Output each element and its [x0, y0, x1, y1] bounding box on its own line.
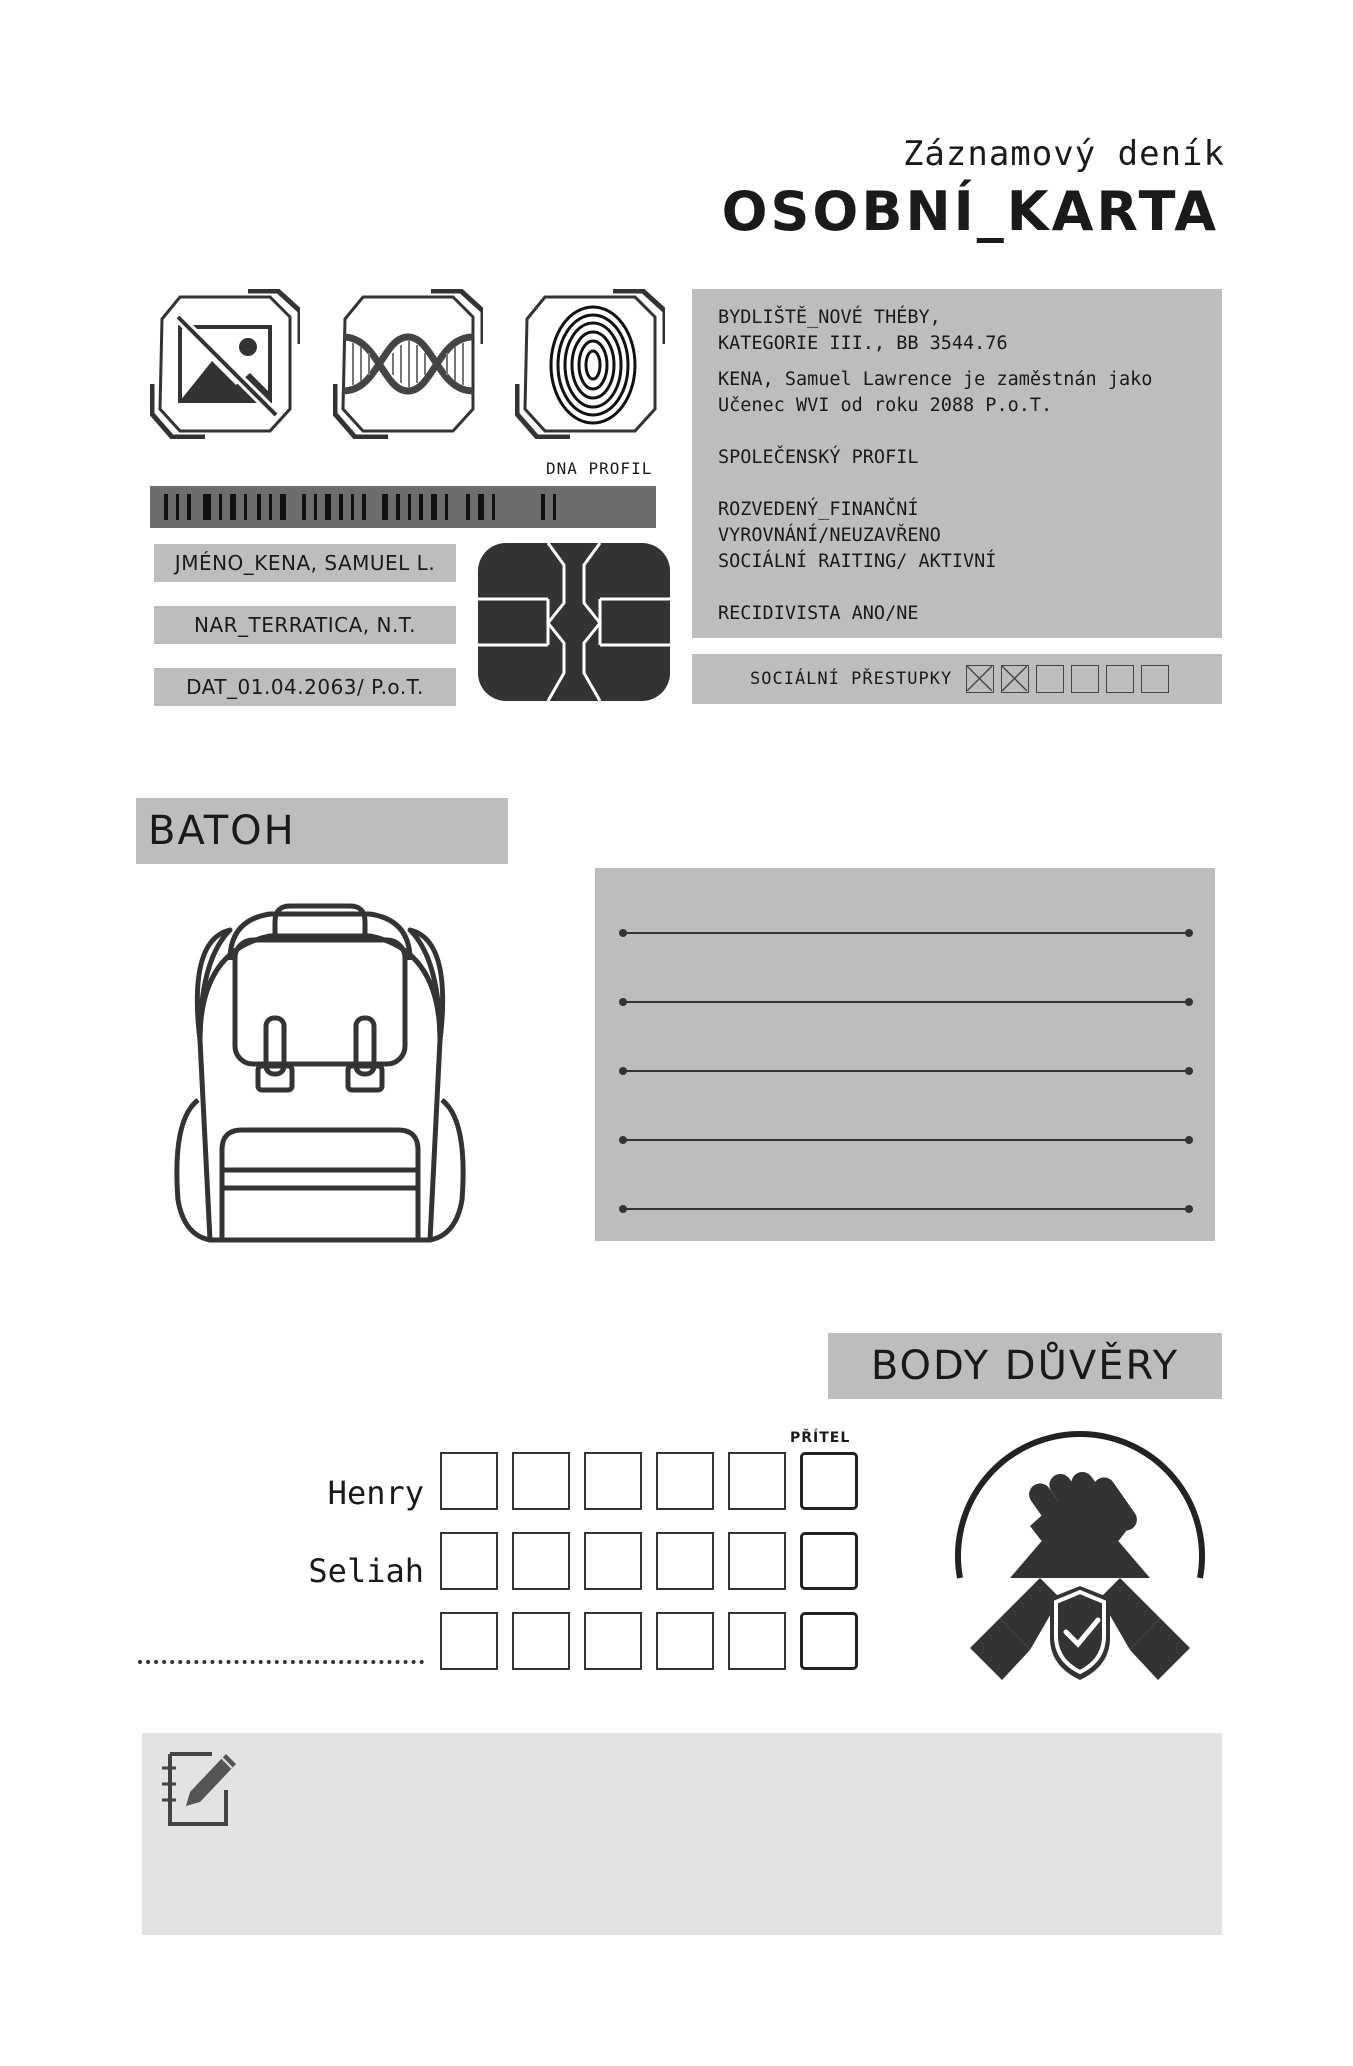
offense-checkbox[interactable] [1036, 665, 1064, 693]
friend-checkbox[interactable] [800, 1452, 858, 1510]
trust-point-checkbox[interactable] [656, 1612, 714, 1670]
backpack-section-title: BATOH [136, 798, 508, 864]
recidivist-line: RECIDIVISTA ANO/NE [718, 603, 919, 624]
trust-point-checkbox[interactable] [728, 1612, 786, 1670]
handshake-shield-icon [940, 1428, 1220, 1700]
friend-checkbox[interactable] [800, 1612, 858, 1670]
dna-profile-label: DNA PROFIL [546, 459, 653, 478]
employment-line: KENA, Samuel Lawrence je zaměstnán jako [718, 369, 1153, 390]
personal-info-panel [692, 289, 1222, 638]
trust-point-checkbox[interactable] [584, 1452, 642, 1510]
trust-point-checkbox[interactable] [584, 1612, 642, 1670]
fingerprint-icon [515, 289, 665, 439]
offenses-label: SOCIÁLNÍ PŘESTUPKY [750, 669, 953, 689]
offense-checkbox[interactable] [1141, 665, 1169, 693]
trust-point-checkbox[interactable] [512, 1532, 570, 1590]
inventory-line[interactable] [623, 1001, 1189, 1003]
status-line: SOCIÁLNÍ RAITING/ AKTIVNÍ [718, 551, 997, 572]
inventory-lines-panel [595, 868, 1215, 1241]
trust-point-checkbox[interactable] [440, 1532, 498, 1590]
inventory-line[interactable] [623, 1208, 1189, 1210]
inventory-line[interactable] [623, 1070, 1189, 1072]
date-field: DAT_01.04.2063/ P.o.T. [154, 668, 456, 706]
status-line: ROZVEDENÝ_FINANČNÍ [718, 499, 919, 520]
trust-point-checkbox[interactable] [584, 1532, 642, 1590]
offense-checkbox-marked[interactable] [1001, 665, 1029, 693]
friend-column-label: PŘÍTEL [790, 1430, 851, 1446]
offense-checkbox[interactable] [1106, 665, 1134, 693]
trust-point-checkbox[interactable] [728, 1452, 786, 1510]
blank-name-line[interactable] [138, 1660, 424, 1664]
offense-checkbox-marked[interactable] [966, 665, 994, 693]
notes-pencil-icon [156, 1744, 240, 1830]
sim-chip-icon [478, 543, 670, 701]
inventory-line[interactable] [623, 932, 1189, 934]
backpack-icon [170, 900, 470, 1245]
offense-checkbox[interactable] [1071, 665, 1099, 693]
category-line: KATEGORIE III., BB 3544.76 [718, 333, 1008, 354]
trust-row-name: Henry [327, 1474, 424, 1512]
friend-checkbox[interactable] [800, 1532, 858, 1590]
trust-section-title: BODY DŮVĚRY [828, 1333, 1222, 1399]
trust-point-checkbox[interactable] [512, 1612, 570, 1670]
trust-point-checkbox[interactable] [440, 1452, 498, 1510]
trust-point-checkbox[interactable] [656, 1532, 714, 1590]
trust-point-checkbox[interactable] [440, 1612, 498, 1670]
trust-point-checkbox[interactable] [728, 1532, 786, 1590]
page-title: OSOBNÍ_KARTA [721, 180, 1219, 243]
employment-line: Učenec WVI od roku 2088 P.o.T. [718, 395, 1053, 416]
notes-area[interactable] [142, 1733, 1222, 1935]
no-image-icon [150, 289, 300, 439]
name-field: JMÉNO_KENA, SAMUEL L. [154, 544, 456, 582]
barcode [150, 486, 656, 528]
social-profile-heading: SPOLEČENSKÝ PROFIL [718, 447, 919, 468]
dna-icon [333, 289, 483, 439]
social-offenses-bar [692, 654, 1222, 704]
residence-line: BYDLIŠTĚ_NOVÉ THÉBY, [718, 307, 941, 328]
birthplace-field: NAR_TERRATICA, N.T. [154, 606, 456, 644]
inventory-line[interactable] [623, 1139, 1189, 1141]
journal-subtitle: Záznamový deník [902, 134, 1225, 174]
trust-row-name: Seliah [308, 1552, 424, 1590]
trust-point-checkbox[interactable] [656, 1452, 714, 1510]
trust-point-checkbox[interactable] [512, 1452, 570, 1510]
status-line: VYROVNÁNÍ/NEUZAVŘENO [718, 525, 941, 546]
